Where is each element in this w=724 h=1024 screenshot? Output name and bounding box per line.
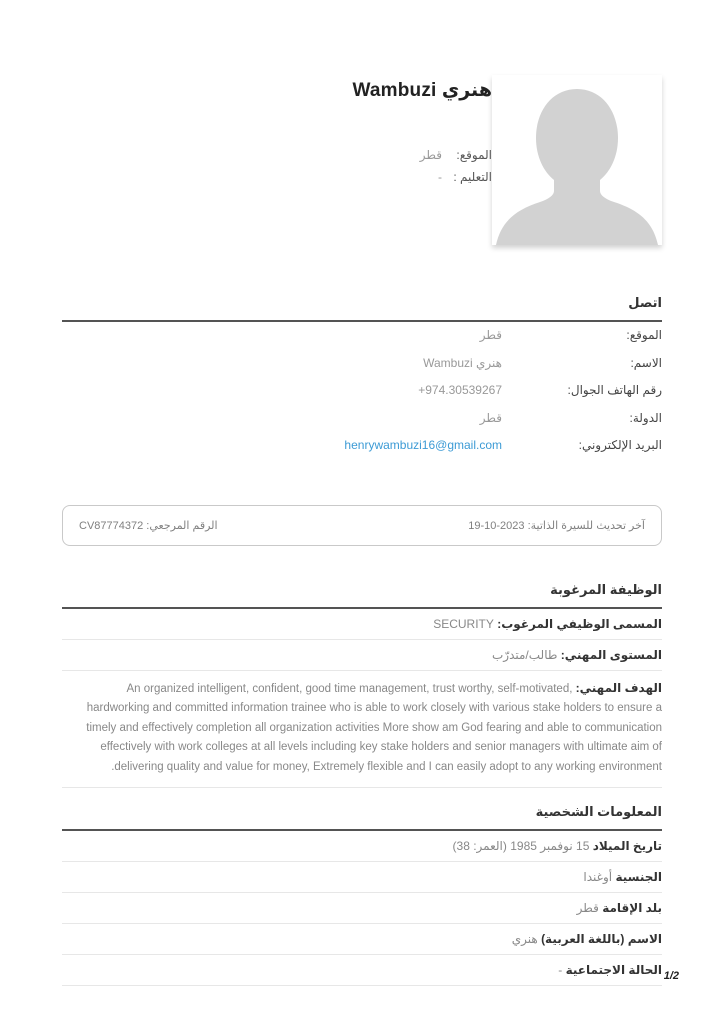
personal-row-birthdate <box>62 831 662 862</box>
header-text-block <box>84 75 492 188</box>
cv-reference-label: الرقم المرجعي: <box>146 519 218 532</box>
contact-value-phone: +974.30539267 <box>418 383 502 397</box>
personal-label: بلد الإقامة <box>602 901 662 915</box>
section-title-desired-job: الوظيفة المرغوبة <box>62 582 662 609</box>
personal-value: 15 نوفمبر 1985 (العمر: 38) <box>452 839 590 853</box>
career-objective-label: الهدف المهني: <box>575 680 662 695</box>
contact-label: الموقع: <box>626 328 662 342</box>
contact-value: هنري Wambuzi <box>423 355 502 370</box>
section-title-contact: اتصل <box>62 295 662 322</box>
cv-last-updated-value: 19-10-2023 <box>468 519 525 532</box>
personal-value: هنري <box>511 932 538 946</box>
career-level-label: المستوى المهني: <box>560 647 662 662</box>
contact-row-location <box>62 322 662 350</box>
email-link[interactable]: henrywambuzi16@gmail.com <box>344 438 502 452</box>
profile-photo-placeholder <box>492 75 662 245</box>
desired-job-title-value: SECURITY <box>433 616 494 631</box>
cv-reference-value: CV87774372 <box>79 519 144 532</box>
contact-label: رقم الهاتف الجوال: <box>567 383 662 397</box>
career-level-row <box>62 640 662 671</box>
career-level-value: طالب/متدرّب <box>491 647 558 662</box>
contact-row-phone <box>62 377 662 405</box>
section-desired-job <box>62 582 662 789</box>
personal-label: الجنسية <box>615 870 662 884</box>
desired-job-title-row <box>62 609 662 640</box>
career-objective-text: An organized intelligent, confident, good time management, trust worthy, self-motivated, hardworking and committed information trainee who is able to work closely with various stake holders to ensure a timely and effectively completion all organization activities More show am God fearing and able to communication effectively with work colleges at all levels including key stake holders and senior managers with ultimate aim of delivering quality and value for money, Extremely flexible and I can easily adopt to any working environment. <box>86 682 662 773</box>
header-fields <box>92 144 492 188</box>
personal-label: تاريخ الميلاد <box>592 839 662 853</box>
header-field-value: قطر <box>419 148 442 162</box>
section-title-personal-info: المعلومات الشخصية <box>62 804 662 831</box>
personal-value: أوغندا <box>583 870 613 884</box>
cv-header <box>62 75 662 245</box>
section-personal-info <box>62 804 662 986</box>
cv-meta-box <box>62 505 662 546</box>
person-silhouette-icon <box>492 75 662 245</box>
personal-value: - <box>558 963 563 977</box>
contact-row-country <box>62 405 662 433</box>
personal-value: قطر <box>576 901 599 915</box>
personal-label: الاسم (باللغة العربية) <box>541 932 662 946</box>
personal-row-arabic-name <box>62 924 662 955</box>
personal-row-residence-country <box>62 893 662 924</box>
header-field-row <box>92 166 492 188</box>
cv-name: هنري Wambuzi <box>352 80 492 101</box>
contact-row-email <box>62 432 662 460</box>
personal-label: الحالة الاجتماعية <box>565 963 662 977</box>
desired-job-title-label: المسمى الوظيفي المرغوب: <box>497 616 662 631</box>
cv-last-updated-label: آخر تحديث للسيرة الذاتية: <box>527 519 645 532</box>
contact-value: قطر <box>479 410 502 425</box>
contact-label: البريد الإلكتروني: <box>578 438 662 452</box>
career-objective-row <box>62 671 662 789</box>
personal-row-marital-status <box>62 955 662 986</box>
contact-row-name <box>62 350 662 378</box>
personal-row-nationality <box>62 862 662 893</box>
cv-last-updated <box>468 519 645 532</box>
page-number: 1/2 <box>663 970 679 982</box>
contact-label: الاسم: <box>630 355 662 370</box>
contact-value: قطر <box>479 328 502 342</box>
contact-label: الدولة: <box>629 410 662 425</box>
cv-reference-number <box>79 519 218 532</box>
header-field-label: الموقع: <box>456 148 492 162</box>
header-field-value: - <box>438 170 442 184</box>
header-field-label: التعليم : <box>453 170 492 184</box>
header-field-row <box>92 144 492 166</box>
section-contact <box>62 295 662 460</box>
